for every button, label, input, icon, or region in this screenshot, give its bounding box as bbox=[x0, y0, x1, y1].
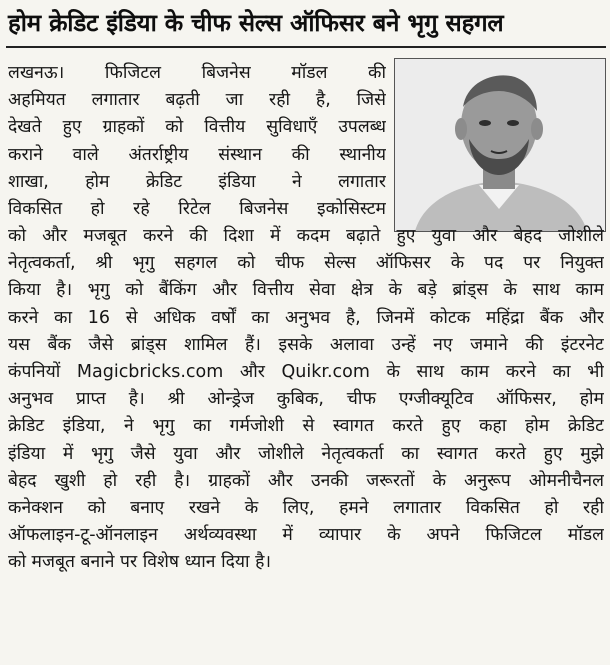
person-portrait-icon bbox=[395, 59, 605, 231]
body-line: देखते हुए ग्राहकों को वित्तीय सुविधाएँ उपलब्ध bbox=[8, 117, 386, 138]
body-line: को और मजबूत करने की दिशा में कदम बढ़ाते हुए युवा और बेहद जोशीले bbox=[8, 226, 604, 246]
body-line: कंपनियों Magicbricks.com और Quikr.com के साथ काम करने का भी bbox=[8, 361, 604, 382]
body-line: विकसित हो रहे रिटेल बिजनेस इकोसिस्टम bbox=[8, 198, 386, 219]
body-line: कराने वाले अंतर्राष्ट्रीय संस्थान की स्थानीय bbox=[8, 144, 386, 165]
body-line: ऑफलाइन-टू-ऑनलाइन अर्थव्यवस्था में व्यापार के अपने फिजिटल मॉडल bbox=[8, 525, 604, 546]
body-line: अहमियत लगातार बढ़ती जा रही है, जिसे bbox=[8, 90, 386, 111]
body-line: लखनऊ। फिजिटल बिजनेस मॉडल की bbox=[8, 63, 386, 83]
headline-rule bbox=[6, 46, 606, 48]
body-line: करने का 16 से अधिक वर्षों का अनुभव है, जिनमें कोटक महिंद्रा बैंक और bbox=[8, 307, 604, 328]
body-line: क्रेडिट इंडिया, ने भृगु का गर्मजोशी से स्वागत करते हुए कहा होम क्रेडिट bbox=[8, 416, 604, 437]
body-line: यस बैंक जैसे ब्रांड्स शामिल हैं। इसके अलावा उन्हें नए जमाने की इंटरनेट bbox=[8, 334, 604, 355]
article-body-narrow bbox=[8, 60, 386, 223]
article-headline: होम क्रेडिट इंडिया के चीफ सेल्स ऑफिसर बने भृगु सहगल bbox=[8, 9, 504, 37]
body-line: शाखा, होम क्रेडिट इंडिया ने लगातार bbox=[8, 171, 386, 192]
body-line: बेहद खुशी हो रही है। ग्राहकों और उनकी जरूरतों के अनुरूप ओमनीचैनल bbox=[8, 470, 604, 491]
article-body-wide bbox=[8, 223, 604, 576]
body-line: इंडिया में भृगु जैसे युवा और जोशीले नेतृत्वकर्ता का स्वागत करते हुए मुझे bbox=[8, 443, 604, 464]
body-line: नेतृत्वकर्ता, श्री भृगु सहगल को चीफ सेल्स ऑफिसर के पद पर नियुक्त bbox=[8, 253, 604, 274]
body-line: किया है। भृगु को बैंकिंग और वित्तीय सेवा क्षेत्र के बड़े ब्रांड्स के साथ काम bbox=[8, 280, 604, 301]
body-line: अनुभव प्राप्त है। श्री ओन्ड्रेज कुबिक, चीफ एग्जीक्यूटिव ऑफिसर, होम bbox=[8, 389, 604, 410]
body-line: को मजबूत बनाने पर विशेष ध्यान दिया है। bbox=[8, 552, 272, 573]
portrait-photo bbox=[394, 58, 606, 232]
body-line: कनेक्शन को बनाए रखने के लिए, हमने लगातार विकसित हो रही bbox=[8, 497, 604, 518]
